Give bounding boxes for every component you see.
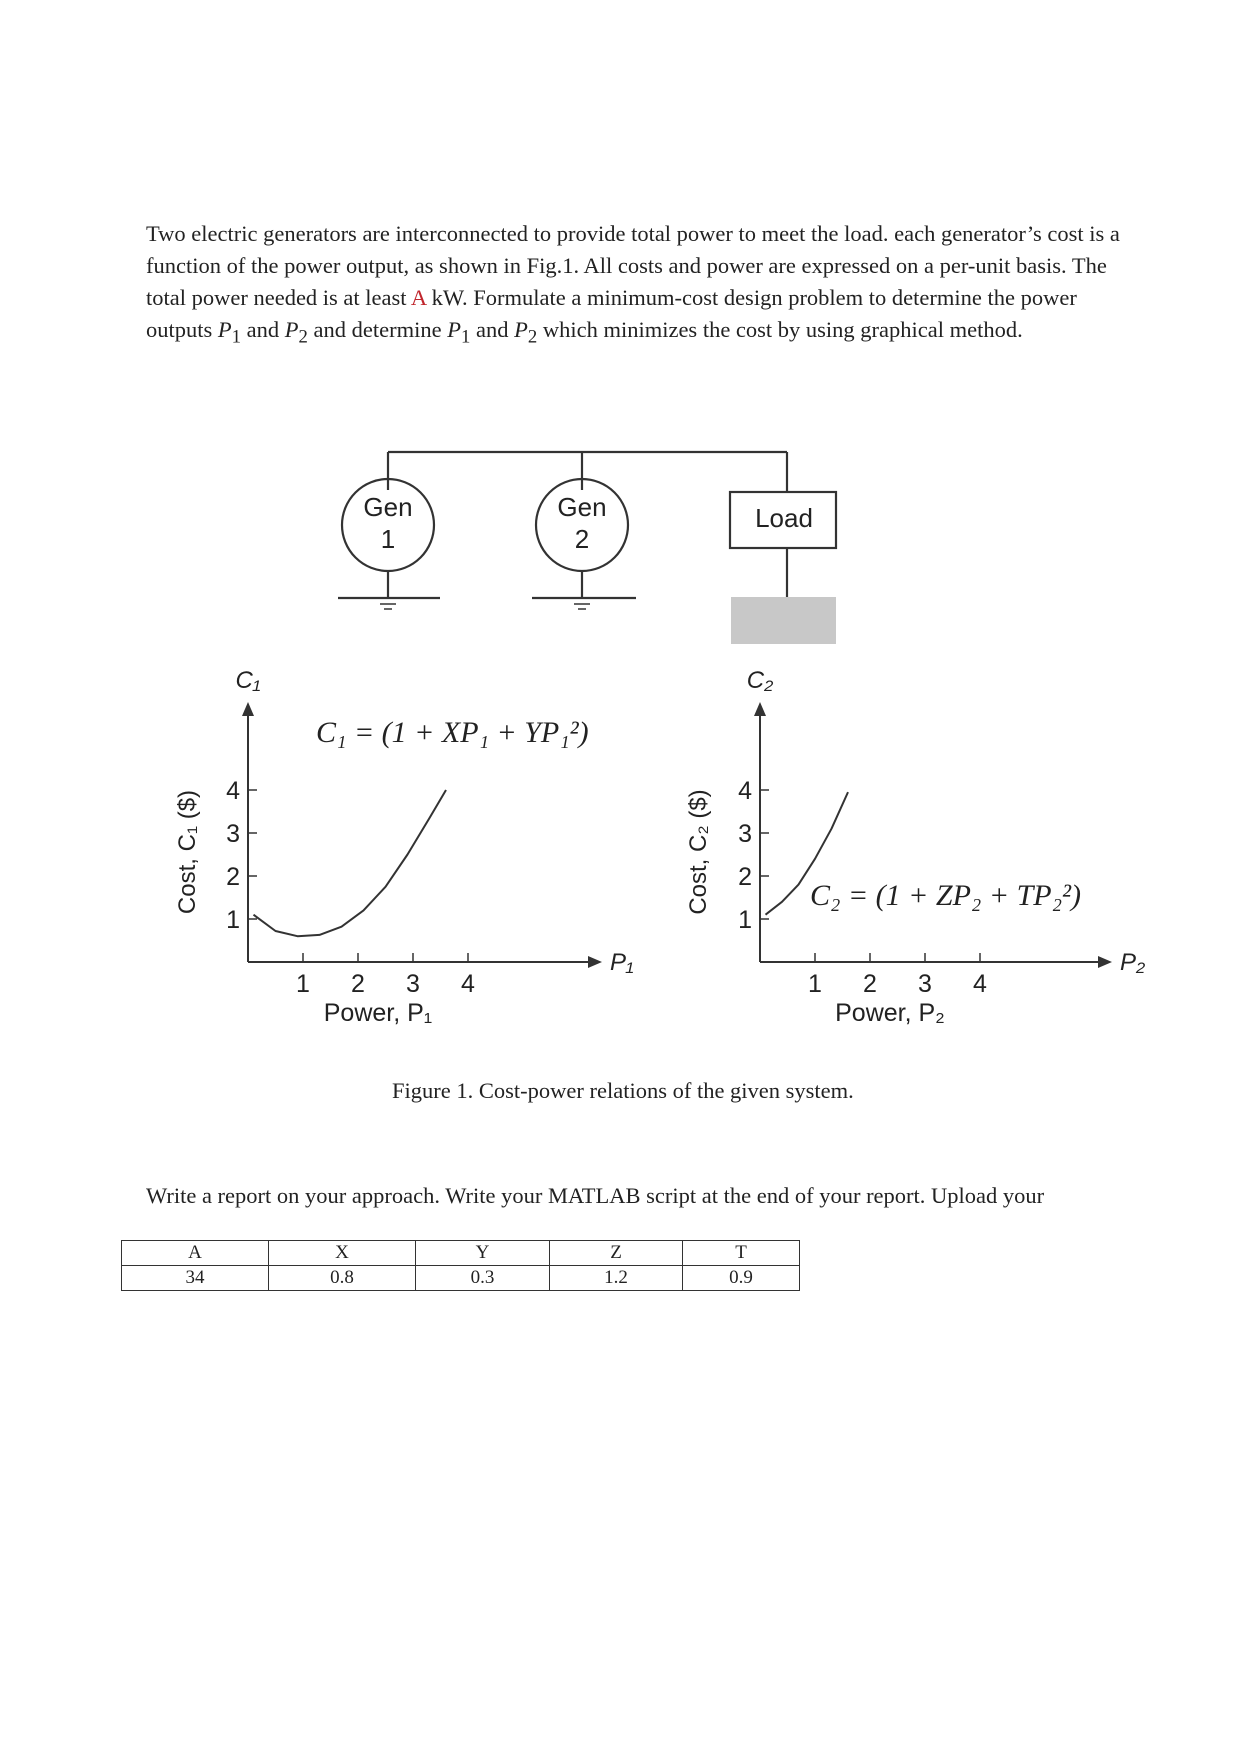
- x-tick-label: 1: [808, 970, 822, 998]
- x-tick-label: 2: [351, 970, 365, 998]
- table-cell: 0.9: [683, 1266, 800, 1291]
- y-tick-label: 4: [738, 777, 752, 805]
- parameter-table: [121, 1240, 800, 1291]
- table-header-cell: Z: [550, 1241, 683, 1266]
- x-axis-title: Power, P₁: [323, 999, 433, 1027]
- gen1-label-line2: 1: [380, 524, 396, 554]
- problem-and-1: and: [241, 317, 285, 342]
- x-tick-label: 4: [973, 970, 987, 998]
- cost-equation: C₂ = (1 + ZP₂ + TP₂²): [810, 879, 1082, 912]
- table-header-row: [122, 1241, 800, 1266]
- load-ground-block: [731, 597, 836, 644]
- table-cell: 0.3: [416, 1266, 550, 1291]
- y-axis-name: C₁: [235, 667, 261, 694]
- y-axis-title: Cost, C₂ ($): [685, 789, 712, 915]
- gen2-label-line1: Gen: [557, 492, 607, 522]
- table-header-cell: A: [122, 1241, 269, 1266]
- chart-c1: [174, 667, 634, 1027]
- problem-text-4: which minimizes the cost by using graphical method.: [537, 317, 1023, 342]
- cost-curve-C1: [254, 790, 447, 936]
- x-axis-arrow: [1098, 956, 1112, 968]
- table-row: [122, 1266, 800, 1291]
- x-axis-name: P₂: [1120, 949, 1146, 976]
- x-tick-label: 3: [406, 970, 420, 998]
- table-header-cell: Y: [416, 1241, 550, 1266]
- y-axis-title: Cost, C₁ ($): [174, 789, 201, 915]
- report-instruction: Write a report on your approach. Write your MATLAB script at the end of your report. Upload your: [146, 1183, 1045, 1208]
- gen1-label-line1: Gen: [363, 492, 413, 522]
- y-tick-label: 2: [226, 863, 240, 891]
- y-tick-label: 2: [738, 863, 752, 891]
- y-tick-label: 3: [226, 820, 240, 848]
- var-p2b: P: [514, 317, 528, 342]
- y-tick-label: 4: [226, 777, 240, 805]
- figure-caption: Figure 1. Cost-power relations of the given system.: [392, 1078, 854, 1103]
- x-tick-label: 3: [918, 970, 932, 998]
- x-axis-name: P₁: [610, 949, 634, 976]
- var-p1b: P: [447, 317, 461, 342]
- y-axis-arrow: [242, 702, 254, 716]
- gen2-label-line2: 2: [574, 524, 590, 554]
- y-tick-label: 3: [738, 820, 752, 848]
- y-axis-arrow: [754, 702, 766, 716]
- table-cell: 34: [122, 1266, 269, 1291]
- var-p2b-sub: 2: [527, 326, 538, 348]
- table-header-cell: X: [269, 1241, 416, 1266]
- problem-text-2: kW. Formulate a minimum-cost design problem to determine the power outputs: [146, 285, 1077, 342]
- x-axis-arrow: [588, 956, 602, 968]
- problem-text-3: and determine: [307, 317, 448, 342]
- var-p1: P: [217, 317, 232, 342]
- problem-text-1: Two electric generators are interconnected to provide total power to meet the load. each generator’s cost is a function of the power output, as shown in Fig.1. All costs and power are expressed on a per-unit basis. The total power needed is at least: [146, 221, 1120, 310]
- table-cell: 1.2: [550, 1266, 683, 1291]
- x-axis-title: Power, P₂: [835, 999, 945, 1027]
- table-header-cell: T: [683, 1241, 800, 1266]
- x-tick-label: 2: [863, 970, 877, 998]
- y-axis-name: C₂: [746, 667, 774, 694]
- x-tick-label: 1: [296, 970, 310, 998]
- var-p2-sub: 2: [298, 326, 308, 348]
- var-p2: P: [284, 317, 299, 342]
- var-p1b-sub: 1: [460, 326, 471, 348]
- y-tick-label: 1: [738, 906, 752, 934]
- y-tick-label: 1: [226, 906, 240, 934]
- load-label: Load: [755, 503, 813, 533]
- highlight-A: A: [410, 285, 426, 310]
- var-p1-sub: 1: [231, 326, 242, 348]
- table-cell: 0.8: [269, 1266, 416, 1291]
- problem-and-2: and: [470, 317, 515, 342]
- cost-equation: C₁ = (1 + XP₁ + YP₁²): [316, 716, 589, 749]
- chart-c2: [685, 667, 1145, 1027]
- x-tick-label: 4: [461, 970, 475, 998]
